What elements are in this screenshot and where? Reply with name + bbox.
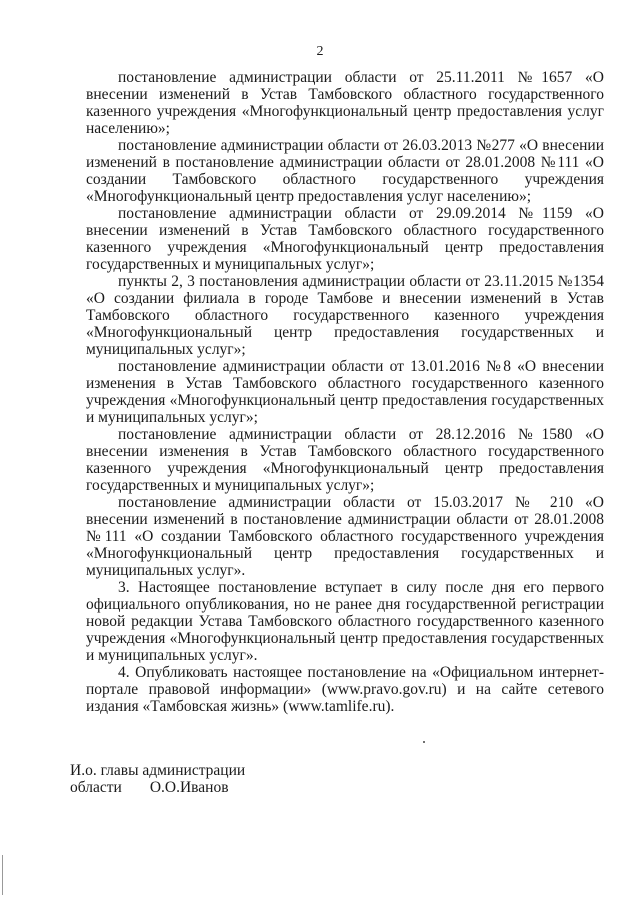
scan-speck xyxy=(423,741,425,743)
paragraph-item-4-publication: 4. Опубликовать настоящее постановление на «Официальном интернет-портале правовой информации» (www.pravo.gov.ru) и на сайте сетевого издания «Тамбовская жизнь» (www.tamlife.ru). xyxy=(86,664,604,715)
signature-title-line2-row xyxy=(70,779,245,796)
signature-title-line2: области xyxy=(70,779,122,796)
signature-block xyxy=(70,762,245,796)
signature-title-line1: И.о. главы администрации xyxy=(70,762,246,779)
paragraph-resolution-2013-277: постановление администрации области от 26.03.2013 №277 «О внесении изменений в постановление администрации области от 28.01.2008 №111 «О создании Тамбовского областного государственного учреждения «Многофункциональный центр предоставления услуг населению»; xyxy=(86,137,604,205)
paragraph-item-3-effective-date: 3. Настоящее постановление вступает в силу после дня его первого официального опубликования, но не ранее дня государственной регистрации новой редакции Устава Тамбовского областного государственного казенного учреждения «Многофункциональный центр предоставления государственных и муниципальных услуг». xyxy=(86,579,604,664)
paragraph-resolution-2011-1657: постановление администрации области от 25.11.2011 №1657 «О внесении изменений в Устав Тамбовского областного государственного казенного учреждения «Многофункциональный центр предоставления услуг населению»; xyxy=(86,69,604,137)
paragraph-resolution-2016-8: постановление администрации области от 13.01.2016 №8 «О внесении изменения в Устав Тамбовского областного государственного казенного учреждения «Многофункциональный центр предоставления государственных и муниципальных услуг»; xyxy=(86,358,604,426)
document-body xyxy=(86,69,604,715)
signatory-name: О.О.Иванов xyxy=(149,779,229,796)
paragraph-resolution-2017-210: постановление администрации области от 15.03.2017 № 210 «О внесении изменений в постановление администрации области от 28.01.2008 №111 «О создании Тамбовского областного государственного учреждения «Многофункциональный центр предоставления государственных и муниципальных услуг». xyxy=(86,494,604,579)
paragraph-resolution-2015-1354: пункты 2, 3 постановления администрации области от 23.11.2015 №1354 «О создании филиала в городе Тамбове и внесении изменений в Устав Тамбовского областного государственного казенного учреждения «Многофункциональный центр предоставления государственных и муниципальных услуг»; xyxy=(86,273,604,358)
scan-edge-mark xyxy=(2,855,3,895)
page-number: 2 xyxy=(316,44,324,59)
paragraph-resolution-2014-1159: постановление администрации области от 29.09.2014 №1159 «О внесении изменений в Устав Тамбовского областного государственного казенного учреждения «Многофункциональный центр предоставления государственных и муниципальных услуг»; xyxy=(86,205,604,273)
paragraph-resolution-2016-1580: постановление администрации области от 28.12.2016 №1580 «О внесении изменения в Устав Тамбовского областного государственного казенного учреждения «Многофункциональный центр предоставления государственных и муниципальных услуг»; xyxy=(86,426,604,494)
